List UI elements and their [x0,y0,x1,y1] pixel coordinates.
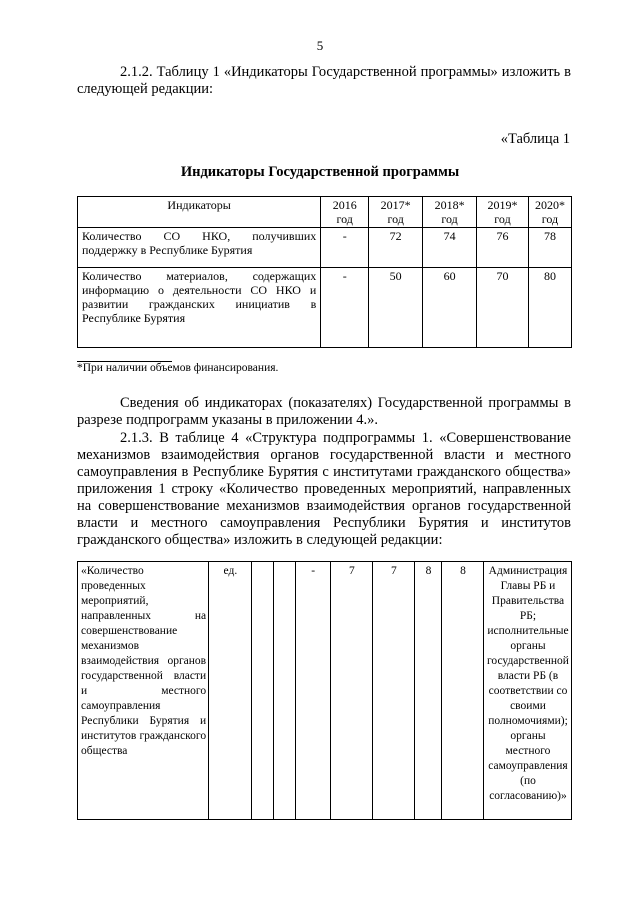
paragraph-indicators-info: Сведения об индикаторах (показателях) Государственной программы в разрезе подпрограмм указаны в приложении 4.». [77,395,571,428]
value-cell: 7 [330,562,372,820]
value-cell: 7 [372,562,414,820]
table-label: «Таблица 1 [500,131,570,147]
value-cell: 80 [528,268,571,348]
value-cell: 78 [528,228,571,268]
value-cell: 8 [441,562,483,820]
empty-cell [251,562,273,820]
paragraph-2-1-3: 2.1.3. В таблице 4 «Структура подпрограммы 1. «Совершенствование механизмов взаимодействия органов государственной власти и местного самоуправления в Республике Бурятия с институтами гражданского общества» приложения 1 строку «Количество проведенных мероприятий, направленных на совершенствование механизмов взаимодействия органов государственной власти и местного самоуправления Республики Бурятия и институтов гражданского общества» изложить в следующей редакции: [77,430,571,548]
responsible-cell: Администрация Главы РБ и Правительства РБ; исполнительные органы государственной власти РБ (в соответствии со своими полномочиями); органы местного самоуправления (по согласованию)» [483,562,571,820]
value-cell: - [295,562,330,820]
paragraph-2-1-2: 2.1.2. Таблицу 1 «Индикаторы Государственной программы» изложить в следующей редакции: [77,64,571,97]
table-row [78,562,572,820]
structure-table-row [77,561,572,820]
header-year: 2020* год [528,197,571,228]
value-cell: 50 [369,268,423,348]
indicators-table [77,196,572,348]
header-year: 2019* год [477,197,529,228]
value-cell: 74 [423,228,477,268]
indicator-cell: «Количество проведенных мероприятий, направленных на совершенствование механизмов взаимодействия органов государственной власти и местного самоуправления Республики Бурятия и институтов гражданского общества [78,562,209,820]
header-year: 2017* год [369,197,423,228]
header-indicators: Индикаторы [78,197,321,228]
value-cell: - [321,268,369,348]
footnote: *При наличии объемов финансирования. [77,362,279,374]
value-cell: - [321,228,369,268]
indicator-cell: Количество СО НКО, получивших поддержку в Республике Бурятия [78,228,321,268]
indicator-cell: Количество материалов, содержащих информацию о деятельности СО НКО и развитии гражданских инициатив в Республике Бурятия [78,268,321,348]
table-header-row [78,197,572,228]
value-cell: 76 [477,228,529,268]
table-row [78,268,572,348]
value-cell: 70 [477,268,529,348]
header-year: 2016 год [321,197,369,228]
value-cell: 60 [423,268,477,348]
table-row [78,228,572,268]
empty-cell [273,562,295,820]
value-cell: 72 [369,228,423,268]
page-number: 5 [316,38,324,53]
value-cell: 8 [414,562,441,820]
table-title: Индикаторы Государственной программы [180,164,460,180]
header-year: 2018* год [423,197,477,228]
unit-cell: ед. [209,562,252,820]
